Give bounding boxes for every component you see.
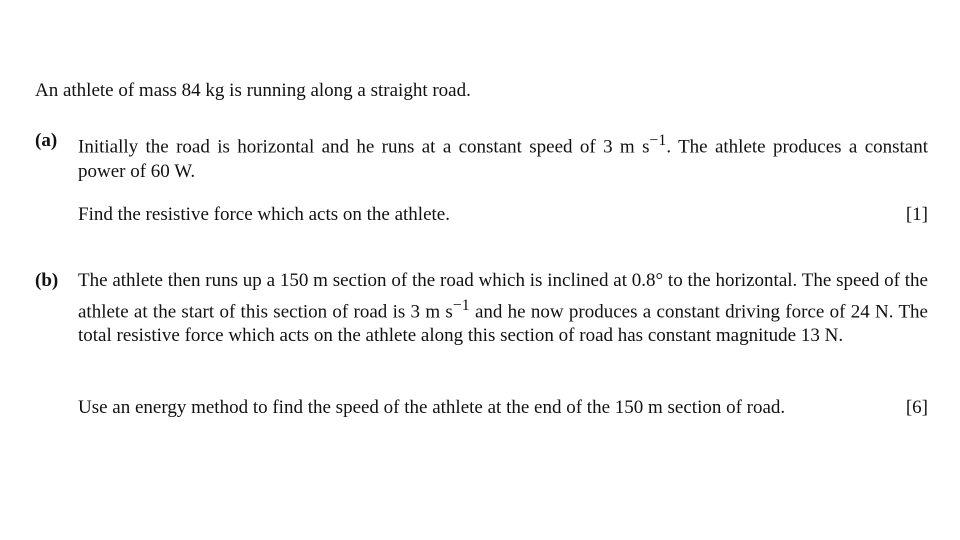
part-a-text-before: Initially the road is horizontal and he runs at a constant speed of 3 m s — [78, 136, 650, 158]
part-b-label: (b) — [35, 270, 59, 291]
part-b-marks: [6] — [905, 397, 928, 418]
part-a-label: (a) — [35, 130, 58, 151]
part-a-task-row — [78, 203, 928, 227]
part-b-task-row — [78, 396, 928, 420]
question-intro: An athlete of mass 84 kg is running along a straight road. — [35, 80, 471, 101]
part-a-text — [78, 129, 928, 184]
part-a-superscript: −1 — [649, 132, 667, 149]
part-a-text-after: . The athlete produces a constant power of 60 W. — [78, 136, 929, 182]
part-b-superscript: −1 — [452, 296, 470, 314]
part-b-text — [78, 269, 928, 349]
part-b-text-after: and he now produces a constant driving force of 24 N. The total resistive force which acts on the athlete along this section of road has constant magnitude 13 N. — [78, 300, 928, 347]
part-a-task: Find the resistive force which acts on the athlete. — [78, 204, 450, 225]
part-b-task: Use an energy method to find the speed of the athlete at the end of the 150 m section of road. — [78, 397, 786, 418]
part-a-marks: [1] — [905, 204, 928, 225]
part-b-text-before: The athlete then runs up a 150 m section of the road which is inclined at 0.8° to the horizontal. The speed of the athlete at the start of this section of road is 3 m s — [78, 270, 928, 322]
